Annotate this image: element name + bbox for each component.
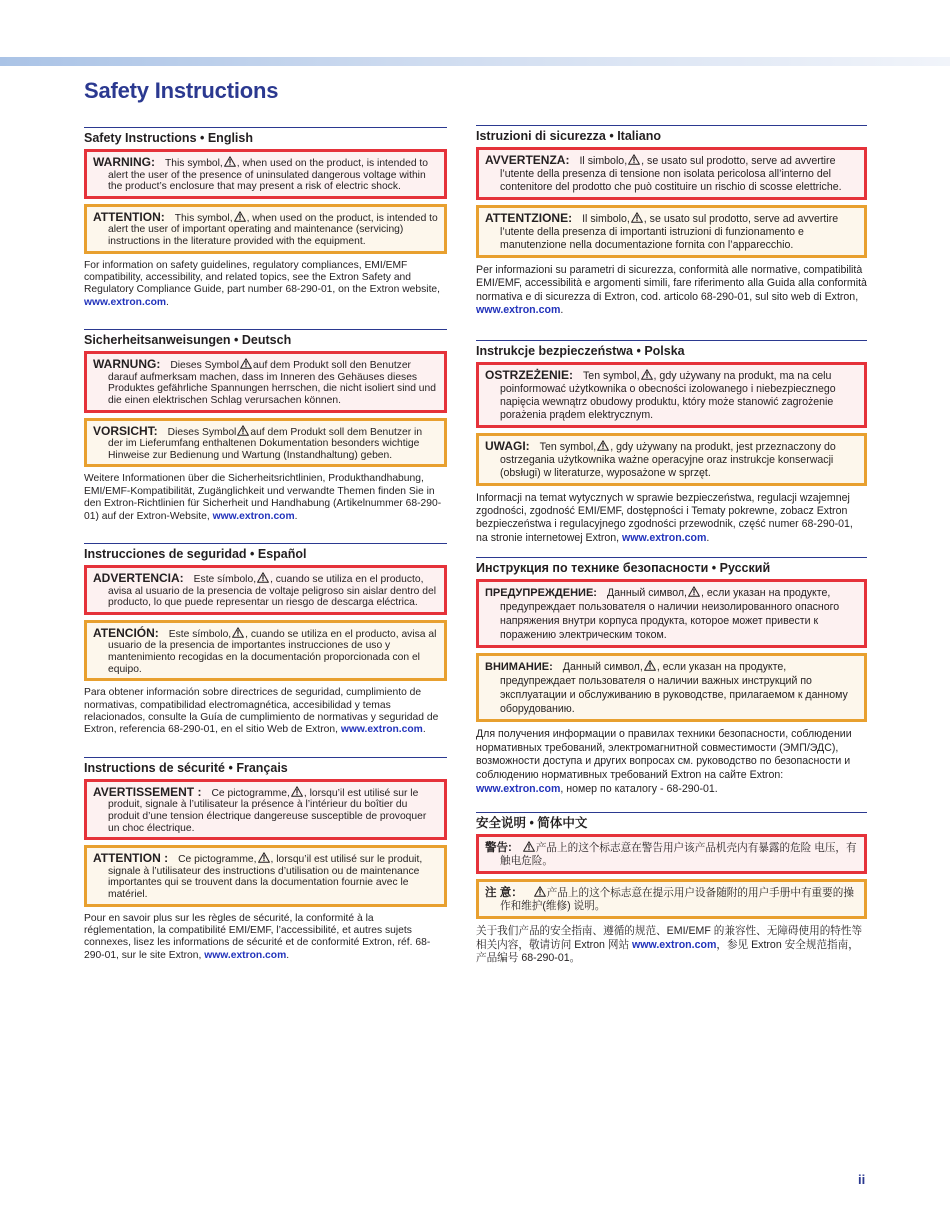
section-title: Istruzioni di sicurezza • Italiano <box>476 125 867 144</box>
caution-box <box>476 879 867 919</box>
caution-text-after: auf dem Produkt soll dem Benutzer in der im Lieferumfang enthaltenen Dokumentation besonders wichtige Hinweise zur Bedienung und Wartung (Instandhaltung) geben. <box>108 426 423 461</box>
caution-box <box>84 418 447 468</box>
warning-triangle-icon <box>644 660 656 671</box>
info-text: 关于我们产品的安全指南、遵循的规范、EMI/EMF 的兼容性、无障碍使用的特性等相关内容，敬请访问 Extron 网站 <box>476 925 863 951</box>
extron-website-link[interactable]: www.extron.com <box>632 938 717 951</box>
warning-label: OSTRZEŻENIE: <box>485 367 574 382</box>
section-title: Safety Instructions • English <box>84 127 447 146</box>
warning-triangle-icon <box>534 886 546 897</box>
info-paragraph <box>476 492 867 546</box>
safety-section-english <box>84 127 447 309</box>
section-title: 安全说明 • 简体中文 <box>476 812 867 831</box>
info-text: Per informazioni su parametri di sicurezza, conformità alle normative, compatibilità EMI/EMF, accessibilità e argomenti simili, fare riferimento alla Guida alla conformità normativa e di sicurezza di Extron, cod. articolo 68-290-01, sul sito web di Extron, <box>476 264 867 303</box>
caution-box <box>476 653 867 722</box>
warning-box <box>476 147 867 200</box>
warning-text-before: Ce pictogramme, <box>211 787 290 799</box>
warning-box <box>84 565 447 615</box>
caution-box <box>476 205 867 258</box>
info-paragraph <box>84 687 447 737</box>
info-text: Para obtener información sobre directrices de seguridad, cumplimiento de normativas, compatibilidad electromagnética, accesibilidad y temas relacionados, consulte la Guía de cumplimiento de normativas y seguridad de Extron, referencia 68-290-01, en el sitio Web de Extron, <box>84 687 439 736</box>
safety-section-deutsch <box>84 329 447 523</box>
info-text: Для получения информации о правилах техники безопасности, соблюдении нормативных требований, электромагнитной совместимости (ЭМП/ЭДС), возможности доступа и других вопросах см. руководство по безопасности и соблюдению нормативных требований Extron на сайте Extron: <box>476 728 852 782</box>
caution-text-after: , when used on the product, is intended to alert the user of important operating and maintenance (servicing) instructions in the literature provided with the equipment. <box>108 212 438 247</box>
caution-label: ATENCIÓN: <box>93 625 159 640</box>
warning-triangle-icon <box>258 852 270 863</box>
section-title: Instructions de sécurité • Français <box>84 757 447 776</box>
caution-box <box>84 620 447 681</box>
info-paragraph <box>476 264 867 318</box>
extron-website-link[interactable]: www.extron.com <box>622 531 707 544</box>
info-text: Pour en savoir plus sur les règles de sécurité, la conformité à la réglementation, la compatibilité EMI/EMF, l’accessibilité, et autres sujets connexes, lisez les informations de sécurité et de conformité Extron, réf. 68-290-01, sur le site Extron, <box>84 912 431 961</box>
info-suffix: . <box>706 531 710 544</box>
left-column <box>84 127 447 974</box>
safety-section-francais <box>84 757 447 962</box>
warning-label: ADVERTENCIA: <box>93 570 184 585</box>
extron-website-link[interactable]: www.extron.com <box>204 949 287 961</box>
info-text: For information on safety guidelines, regulatory compliances, EMI/EMF compatibility, accessibility, and related topics, see the Extron Safety and Regulatory Compliance Guide, part number 68-290-01, on the Extron website, <box>84 259 441 296</box>
warning-label: 警告: <box>485 842 512 855</box>
caution-label: ATTENTZIONE: <box>485 211 573 225</box>
section-title: Instrucciones de seguridad • Español <box>84 543 447 562</box>
extron-website-link[interactable]: www.extron.com <box>476 782 561 795</box>
page-number: ii <box>858 1172 866 1187</box>
info-suffix: . <box>166 296 169 308</box>
warning-text-before: Dieses Symbol <box>170 360 239 372</box>
info-suffix: . <box>294 510 298 522</box>
warning-triangle-icon <box>631 212 643 223</box>
info-paragraph <box>84 913 447 963</box>
caution-box <box>84 845 447 906</box>
safety-section-russian <box>476 557 867 796</box>
caution-text-before: Dieses Symbol <box>167 426 237 438</box>
warning-label: ПРЕДУПРЕЖДЕНИЕ: <box>485 587 597 600</box>
info-paragraph <box>84 260 447 310</box>
warning-box <box>84 149 447 199</box>
warning-box <box>476 362 867 428</box>
warning-label: AVVERTENZA: <box>485 153 570 167</box>
warning-text-after: , when used on the product, is intended to alert the user of the presence of uninsulated dangerous voltage within the product’s enclosure that may present a risk of electric shock. <box>108 158 428 193</box>
info-paragraph <box>476 925 867 965</box>
info-text: Informacji na temat wytycznych w sprawie bezpieczeństwa, regulacji wzajemnej zgodności, zgodność EMI/EMF, dostępności i Tematy pokrewne, zobacz Extron bezpieczeństwa i regulacyjnego zgodności przewodnik, część numer 68-290-01, na stronie internetowej Extron, <box>476 491 853 544</box>
caution-text-before: Данный символ, <box>562 661 643 674</box>
right-column <box>476 125 867 977</box>
extron-website-link[interactable]: www.extron.com <box>84 296 167 308</box>
info-suffix: . <box>422 724 426 736</box>
warning-text-before: This symbol, <box>165 158 223 169</box>
safety-section-espanol <box>84 543 447 737</box>
warning-text-after: 产品上的这个标志意在警告用户该产品机壳内有暴露的危险 电压，有触电危险。 <box>500 842 857 868</box>
warning-text-after: , cuando se utiliza en el producto, avisa al usuario de la presencia de voltaje peligroso sin aislar dentro del producto, lo que puede representar un riesgo de descarga eléctrica. <box>108 573 436 609</box>
caution-text-before: This symbol, <box>174 212 233 224</box>
warning-text-after: , lorsqu’il est utilisé sur le produit, signale à l’utilisateur la présence à l’intérieur du boîtier du produit d’une tension électrique dangereuse susceptible de provoquer un choc électrique. <box>108 787 427 834</box>
caution-text-after: , cuando se utiliza en el producto, avisa al usuario de la presencia de importantes instrucciones de uso y mantenimiento recogidas en la documentación proporcionada con el equipo. <box>108 628 437 675</box>
info-paragraph <box>476 728 867 796</box>
caution-text-before: Ce pictogramme, <box>178 854 257 866</box>
page-title: Safety Instructions <box>84 78 279 103</box>
extron-website-link[interactable]: www.extron.com <box>212 510 295 522</box>
warning-text-after: , gdy używany na produkt, ma na celu poinformować użytkownika o obecności izolowanego i niebezpiecznego napięcia wewnątrz obudowy produktu, który może stanowić zagrożenie porażenia prądem elektrycznym. <box>500 369 836 421</box>
warning-triangle-icon <box>641 369 653 380</box>
warning-text-after: auf dem Produkt soll den Benutzer darauf aufmerksam machen, dass im Inneren des Gehäuses dieses Produktes gefährliche Spannungen herrschen, die nicht isoliert sind und die einen elektrischen Schlag verursachen können. <box>108 360 436 406</box>
caution-text-before: Este símbolo, <box>168 628 232 640</box>
warning-box <box>84 779 447 840</box>
safety-section-italiano <box>476 125 867 318</box>
warning-triangle-icon <box>523 841 535 852</box>
warning-label: WARNING: <box>93 155 155 169</box>
section-title: Инструкция по технике безопасности • Русский <box>476 557 867 576</box>
warning-text-before: Este símbolo, <box>193 573 257 585</box>
info-suffix: . <box>286 949 290 961</box>
warning-triangle-icon <box>597 440 609 451</box>
caution-label: 注 意： <box>485 887 523 900</box>
header-gradient-bar <box>0 57 950 66</box>
caution-label: ATTENTION : <box>93 851 169 866</box>
warning-box <box>476 834 867 874</box>
caution-label: VORSICHT: <box>93 423 158 438</box>
warning-box <box>476 579 867 648</box>
warning-triangle-icon <box>224 156 236 167</box>
safety-section-polska <box>476 340 867 546</box>
info-suffix: ，参见 Extron 安全规范指南，产品编号 68-290-01。 <box>476 938 859 965</box>
info-suffix: , номер по каталогу - 68-290-01. <box>560 782 718 795</box>
caution-text-before: Il simbolo, <box>582 213 630 225</box>
warning-triangle-icon <box>688 586 700 597</box>
warning-triangle-icon <box>240 358 252 369</box>
section-title: Instrukcje bezpieczeństwa • Polska <box>476 340 867 359</box>
caution-text-after: 产品上的这个标志意在提示用户设备随附的用户手册中有重要的操作和维护(维修) 说明。 <box>500 887 854 913</box>
caution-text-before: Ten symbol, <box>539 440 597 453</box>
warning-text-after: , если указан на продукте, предупреждает пользователя о наличии неизолированного опасного напряжения внутри корпуса продукта, которое может привести к поражению электрическим током. <box>500 587 840 642</box>
warning-triangle-icon <box>628 154 640 165</box>
caution-text-after: , gdy używany na produkt, jest przeznaczony do ostrzegania użytkownika ważne operacyjne oraz instrukcje konserwacji (obsługi) w literaturze, wyposażone w sprzęt. <box>500 440 836 479</box>
safety-section-chinese <box>476 812 867 965</box>
caution-box <box>84 204 447 254</box>
info-paragraph <box>84 473 447 523</box>
caution-text-after: , lorsqu’il est utilisé sur le produit, signale à l’utilisateur des instructions d’utilisation ou de maintenance importantes qui se trouvent dans la documentation fournie avec le matériel. <box>108 854 423 900</box>
caution-label: ВНИМАНИЕ: <box>485 661 553 674</box>
warning-triangle-icon <box>234 211 246 222</box>
warning-triangle-icon <box>257 572 269 583</box>
info-text: Weitere Informationen über die Sicherheitsrichtlinien, Produkthandhabung, EMI/EMF-Kompatibilität, Zugänglichkeit und verwandte Themen finden Sie in den Extron-Richtlinien für Sicherheit und Handhabung (Artikelnummer 68-290-01) auf der Extron-Website, <box>84 473 442 522</box>
warning-triangle-icon <box>237 425 249 436</box>
warning-box <box>84 351 447 412</box>
warning-text-after: , se usato sul prodotto, serve ad avvertire l’utente della presenza di tensione non isolata pericolosa all’interno del contenitore del prodotto che può costituire un rischio di scosse elettriche. <box>500 155 842 193</box>
warning-triangle-icon <box>291 786 303 797</box>
extron-website-link[interactable]: www.extron.com <box>340 724 423 736</box>
section-title: Sicherheitsanweisungen • Deutsch <box>84 329 447 348</box>
caution-box <box>476 433 867 486</box>
caution-text-after: , если указан на продукте, предупреждает пользователя о наличии важных инструкций по эксплуатации и обслуживанию в руководстве, прилагаемом к данному оборудованию. <box>500 661 848 716</box>
warning-label: AVERTISSEMENT : <box>93 784 202 799</box>
extron-website-link[interactable]: www.extron.com <box>476 304 561 317</box>
warning-label: WARNUNG: <box>93 357 161 372</box>
warning-triangle-icon <box>232 627 244 638</box>
warning-text-before: Il simbolo, <box>579 155 628 167</box>
caution-text-after: , se usato sul prodotto, serve ad avvertire l’utente della presenza di importanti istruzioni di funzionamento e manutenzione nella documentazione fornita con l’apparecchio. <box>500 213 839 251</box>
caution-label: ATTENTION: <box>93 209 165 224</box>
warning-text-before: Данный символ, <box>606 587 687 600</box>
info-suffix: . <box>560 304 564 317</box>
caution-label: UWAGI: <box>485 438 530 453</box>
warning-text-before: Ten symbol, <box>583 369 640 382</box>
